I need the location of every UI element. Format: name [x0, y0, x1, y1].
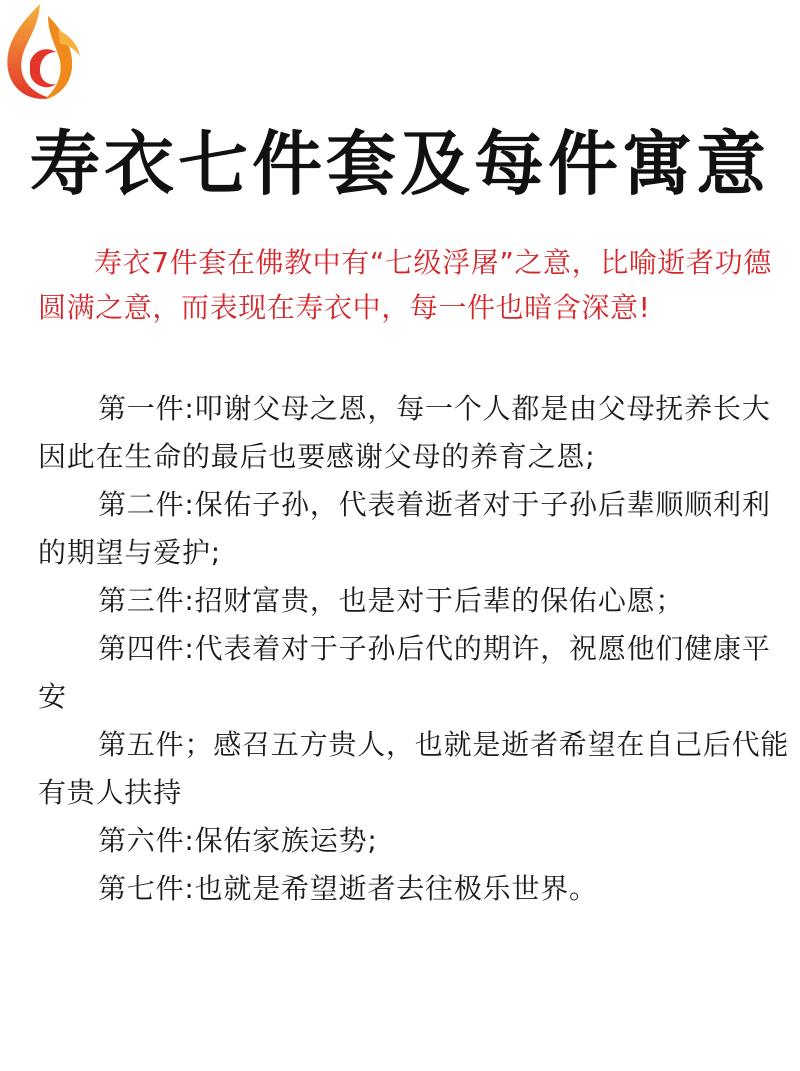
list-item: 第三件:招财富贵，也是对于后辈的保佑心愿； — [98, 584, 685, 617]
item-list — [38, 385, 794, 913]
page-title: 寿衣七件套及每件寓意 — [30, 123, 770, 205]
intro-paragraph — [38, 240, 794, 330]
list-item: 第四件:代表着对于子孙后代的期许，祝愿他们健康平安 — [38, 632, 771, 713]
intro-text: 寿衣7件套在佛教中有“七级浮屠”之意，比喻逝者功德圆满之意，而表现在寿衣中，每一件也暗含深意! — [38, 246, 772, 324]
list-item: 第七件:也就是希望逝者去往极乐世界。 — [98, 872, 598, 905]
list-item: 第六件:保佑家族运势; — [98, 824, 378, 857]
flame-logo-icon — [0, 0, 86, 104]
list-item: 第二件:保佑子孙，代表着逝者对于子孙后辈顺顺利利的期望与爱护; — [38, 488, 771, 569]
list-item: 第五件；感召五方贵人，也就是逝者希望在自己后代能有贵人扶持 — [38, 728, 790, 809]
list-item: 第一件:叩谢父母之恩，每一个人都是由父母抚养长大因此在生命的最后也要感谢父母的养育之恩; — [38, 392, 771, 473]
